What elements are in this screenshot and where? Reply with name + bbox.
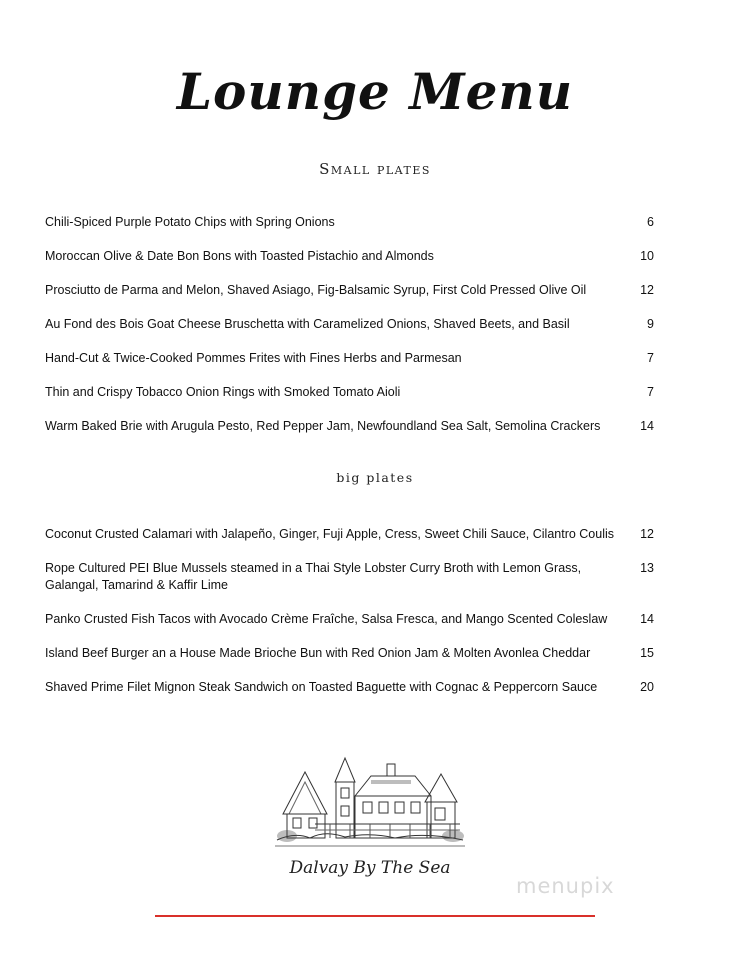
inn-signature: Dalvay By The Sea: [289, 858, 451, 878]
menu-item: [45, 384, 660, 401]
menu-item: [45, 560, 660, 594]
item-name: Thin and Crispy Tobacco Onion Rings with Smoked Tomato Aioli: [45, 385, 401, 399]
menu-item: [45, 611, 660, 628]
item-name: Chili-Spiced Purple Potato Chips with Spring Onions: [45, 215, 335, 229]
item-name: Au Fond des Bois Goat Cheese Bruschetta with Caramelized Onions, Shaved Beets, and Basil: [45, 317, 570, 331]
item-name: Coconut Crusted Calamari with Jalapeño, Ginger, Fuji Apple, Cress, Sweet Chili Sauce, Cilantro Coulis: [45, 527, 615, 541]
item-name: Warm Baked Brie with Arugula Pesto, Red Pepper Jam, Newfoundland Sea Salt, Semolina Crackers: [45, 419, 601, 433]
item-name: Shaved Prime Filet Mignon Steak Sandwich on Toasted Baguette with Cognac & Peppercorn Sauce: [45, 680, 598, 694]
menu-item: [45, 282, 660, 299]
item-price: 6: [647, 215, 654, 229]
footer-rule: [155, 915, 595, 917]
item-price: 9: [647, 317, 654, 331]
item-name: Moroccan Olive & Date Bon Bons with Toasted Pistachio and Almonds: [45, 249, 434, 263]
item-price: 14: [640, 612, 654, 626]
watermark: menupix: [516, 874, 615, 898]
item-name: Prosciutto de Parma and Melon, Shaved Asiago, Fig-Balsamic Syrup, First Cold Pressed Olive Oil: [45, 283, 587, 297]
section-heading-big-plates: big plates: [336, 470, 414, 485]
menu-item: [45, 214, 660, 231]
item-price: 20: [640, 680, 654, 694]
item-name: Panko Crusted Fish Tacos with Avocado Crème Fraîche, Salsa Fresca, and Mango Scented Coleslaw: [45, 612, 608, 626]
item-price: 13: [640, 561, 654, 575]
item-price: 7: [647, 351, 654, 365]
menu-item: [45, 418, 660, 435]
menu-item: [45, 248, 660, 265]
item-name: Rope Cultured PEI Blue Mussels steamed in a Thai Style Lobster Curry Broth with Lemon Grass, Galangal, Tamarind & Kaffir Lime: [45, 561, 582, 592]
item-price: 10: [640, 249, 654, 263]
menu-item: [45, 526, 660, 543]
item-price: 15: [640, 646, 654, 660]
menu-item: [45, 679, 660, 696]
item-price: 12: [640, 283, 654, 297]
inn-house-illustration-icon: [275, 752, 465, 852]
menu-item: [45, 645, 660, 662]
section-heading-small-plates: Small plates: [319, 160, 431, 178]
menu-item: [45, 350, 660, 367]
menu-item: [45, 316, 660, 333]
item-price: 12: [640, 527, 654, 541]
item-name: Island Beef Burger an a House Made Brioche Bun with Red Onion Jam & Molten Avonlea Cheddar: [45, 646, 591, 660]
item-name: Hand-Cut & Twice-Cooked Pommes Frites with Fines Herbs and Parmesan: [45, 351, 462, 365]
item-price: 14: [640, 419, 654, 433]
item-price: 7: [647, 385, 654, 399]
menu-title: Lounge Menu: [176, 62, 574, 121]
